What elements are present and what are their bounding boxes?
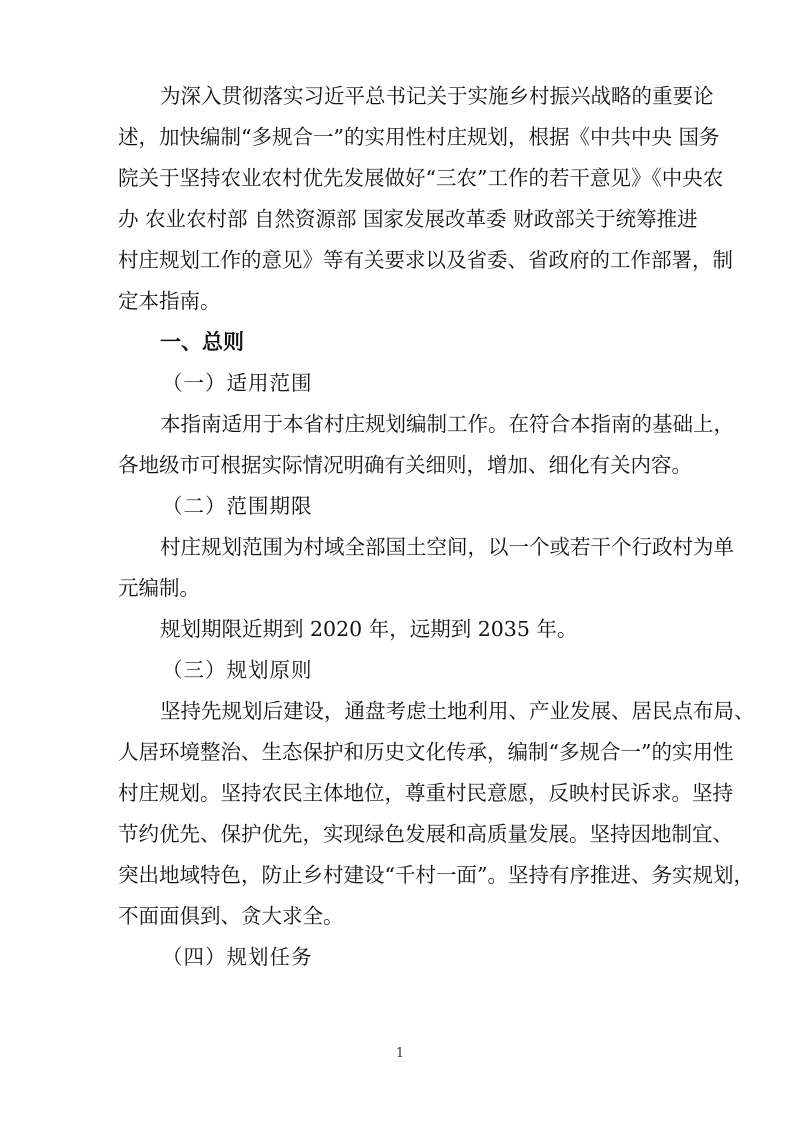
paragraph-line: 坚持先规划后建设，通盘考虑土地利用、产业发展、居民点布局、 xyxy=(160,699,755,723)
paragraph-line: 元编制。 xyxy=(118,576,200,600)
paragraph-line: 为深入贯彻落实习近平总书记关于实施乡村振兴战略的重要论 xyxy=(160,84,714,108)
subsection-heading: （一）适用范围 xyxy=(162,371,313,395)
paragraph-line: 人居环境整治、生态保护和历史文化传承，编制“多规合一”的实用性 xyxy=(118,740,734,764)
paragraph-line: 院关于坚持农业农村优先发展做好“三农”工作的若干意见》《中央农 xyxy=(118,166,724,190)
subsection-heading: （四）规划任务 xyxy=(162,945,313,969)
paragraph-line: 规划期限近期到 2020 年，远期到 2035 年。 xyxy=(160,617,578,641)
section-heading: 一、总则 xyxy=(160,330,244,354)
paragraph-line: 定本指南。 xyxy=(118,289,221,313)
paragraph-line: 本指南适用于本省村庄规划编制工作。在符合本指南的基础上， xyxy=(160,412,734,436)
paragraph-line: 不面面俱到、贪大求全。 xyxy=(118,904,344,928)
paragraph-line: 村庄规划工作的意见》等有关要求以及省委、省政府的工作部署，制 xyxy=(118,248,733,272)
paragraph-line: 村庄规划。坚持农民主体地位，尊重村民意愿，反映村民诉求。坚持 xyxy=(118,781,733,805)
paragraph-line: 办 农业农村部 自然资源部 国家发展改革委 财政部关于统筹推进 xyxy=(118,207,698,231)
page-number: 1 xyxy=(395,1046,405,1061)
paragraph-line: 述，加快编制“多规合一”的实用性村庄规划，根据《中共中央 国务 xyxy=(118,125,720,149)
paragraph-line: 各地级市可根据实际情况明确有关细则，增加、细化有关内容。 xyxy=(118,453,692,477)
paragraph-line: 突出地域特色，防止乡村建设“千村一面”。坚持有序推进、务实规划， xyxy=(118,863,754,887)
paragraph-line: 节约优先、保护优先，实现绿色发展和高质量发展。坚持因地制宜、 xyxy=(118,822,733,846)
subsection-heading: （三）规划原则 xyxy=(162,658,313,682)
paragraph-line: 村庄规划范围为村域全部国土空间，以一个或若干个行政村为单 xyxy=(160,535,734,559)
subsection-heading: （二）范围期限 xyxy=(162,494,313,518)
